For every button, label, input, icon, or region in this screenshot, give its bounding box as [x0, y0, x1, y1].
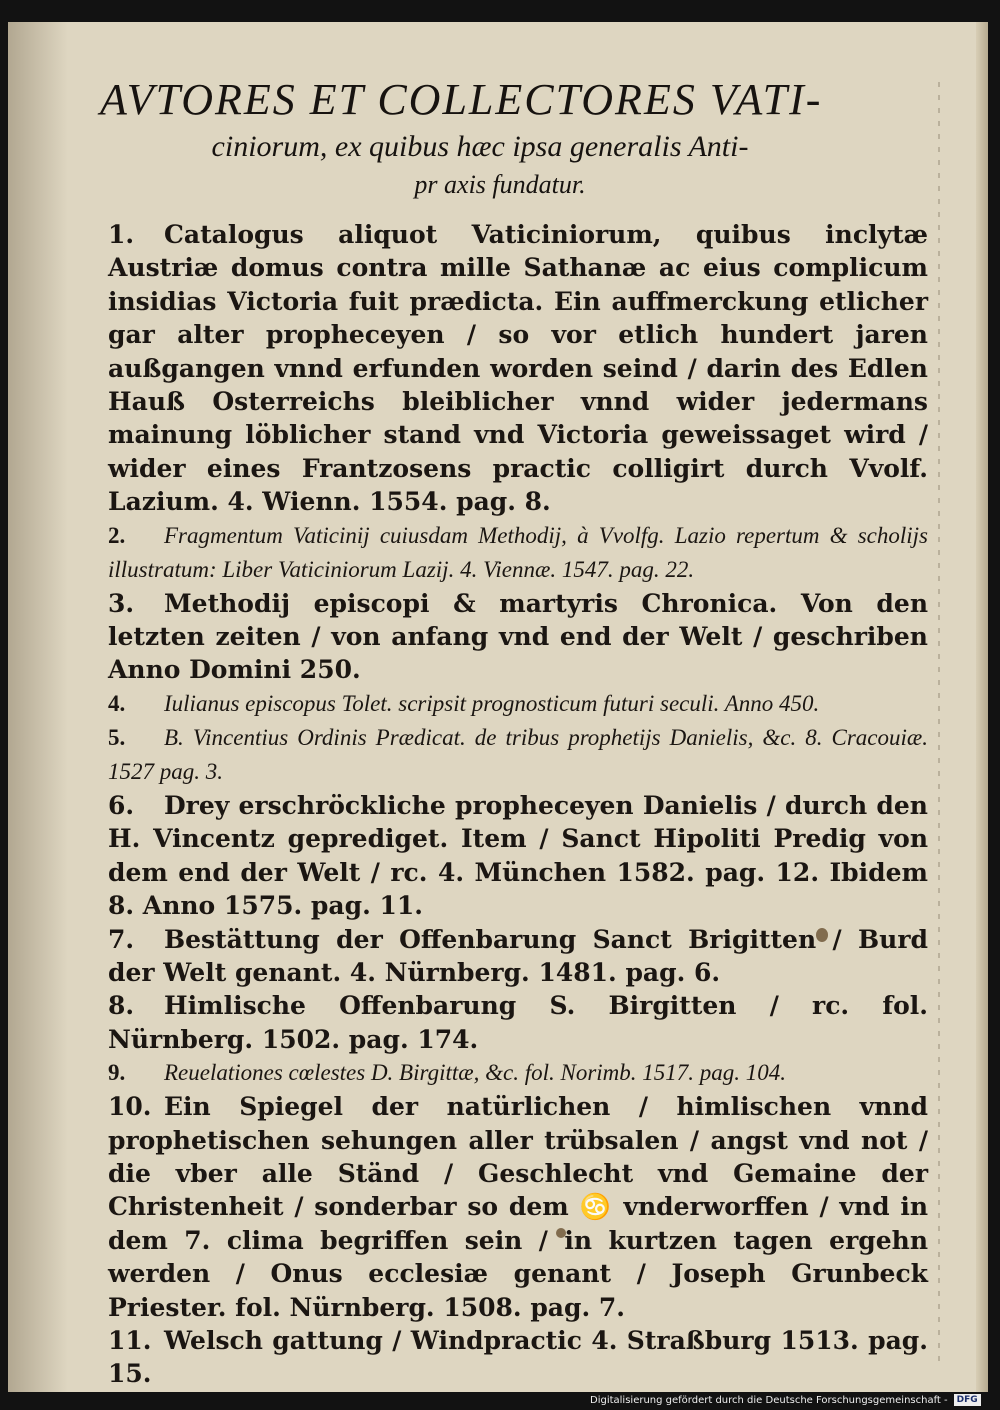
book-page [8, 22, 988, 1392]
list-item [108, 789, 928, 923]
digitization-credit [590, 1393, 981, 1407]
entry-text: B. Vincentius Ordinis Prædicat. de tribus prophetijs Danielis, &c. 8. Cracouiæ. 1527 pag. 3. [108, 724, 928, 784]
page-edge-mark [938, 82, 940, 1362]
list-item [108, 218, 928, 519]
gutter-shadow [8, 22, 68, 1392]
entry-list [108, 218, 928, 1392]
credit-text: Digitalisierung gefördert durch die Deutsche Forschungsgemeinschaft - [590, 1394, 948, 1406]
entry-number: 4. [108, 690, 126, 716]
entry-number: 11. [108, 1325, 152, 1355]
entry-number [108, 1391, 164, 1392]
list-item [108, 923, 928, 990]
list-item [108, 721, 928, 789]
list-item [108, 519, 928, 587]
entry-number: 6. [108, 790, 135, 820]
entry-number: 1. [108, 220, 135, 249]
dfg-logo-icon: DFG [954, 1394, 981, 1406]
list-item [108, 989, 928, 1056]
entry-number: 10. [108, 1092, 152, 1122]
entry-text: Reuelationes cœlestes D. Birgittæ, &c. fol. Norimb. 1517. pag. 104. [164, 1060, 787, 1086]
list-item [108, 1056, 928, 1090]
entry-text: Welsch gattung / Windpractic 4. Straßburg 1513. pag. 15. [108, 1325, 928, 1389]
entry-text: Drey erschröckliche propheceyen Danielis / durch den H. Vincentz geprediget. Item / Sanct Hipoliti Predig von dem end der Welt / rc. 4. München 1582. pag. 12. Ibidem 8. Anno 1575. pag. 11. [108, 790, 928, 921]
entry-text: Himlische Offenbarung S. Birgitten / rc. fol. Nürnberg. 1502. pag. 174. [108, 991, 928, 1054]
entry-number: 7. [108, 924, 135, 954]
entry-text: Fragmentum Vaticinij cuiusdam Methodij, à Vvolfg. Lazio repertum & scholijs illustratum: Liber Vaticiniorum Lazij. 4. Viennæ. 1547. pag. 22. [108, 522, 928, 582]
entry-number: 9. [108, 1060, 126, 1086]
list-item [108, 1324, 928, 1391]
fore-edge [976, 22, 988, 1392]
entry-text: Iulianus episcopus Tolet. scripsit prognosticum futuri seculi. Anno 450. [164, 690, 820, 716]
entry-text: Ein Spiegel der natürlichen / himlischen vnnd prophetischen sehungen aller trübsalen / angst vnd not / die vber alle Ständ / Geschlecht vnd Gemaine der Christenheit / sonderbar so dem ♋ vnderworffen / vnd in dem 7. clima begriffen sein / in kurtzen tagen ergehn werden / Onus ecclesiæ genant / Joseph Grunbeck Priester. fol. Nürnberg. 1508. pag. 7. [108, 1092, 928, 1322]
entry-text: Catalogus aliquot Vaticiniorum, quibus inclytæ Austriæ domus contra mille Sathanæ ac eius complicum insidias Victoria fuit prædicta. Ein auffmerckung etlicher gar alter propheceyen / so vor etlich hundert jaren außgangen vnnd erfunden worden seind / darin des Edlen Hauß Osterreichs bleiblicher vnnd wider jedermans mainung löblicher stand vnd Victoria geweissaget wird / wider eines Frantzosens practic colligirt durch Vvolf. Lazium. 4. Wienn. 1554. pag. 8. [108, 220, 928, 517]
entry-number: 8. [108, 991, 135, 1021]
entry-text: Bestättung der Offenbarung Sanct Brigitten / Burd der Welt genant. 4. Nürnberg. 1481. pag. 6. [108, 924, 928, 987]
heading-line-2: ciniorum, ex quibus hæc ipsa generalis Anti- [211, 130, 749, 163]
list-item [108, 1391, 928, 1392]
list-item [108, 587, 928, 687]
heading-line-3: pr axis fundatur. [414, 170, 586, 199]
entry-number: 5. [108, 724, 126, 750]
list-item [108, 687, 928, 721]
heading-line-1: AVTORES ET COLLECTORES VATI- [100, 75, 823, 124]
entry-number: 2. [108, 522, 126, 548]
entry-number: 3. [108, 588, 135, 618]
page-heading [100, 74, 940, 202]
entry-text: Methodij episcopi & martyris Chronica. Von den letzten zeiten / von anfang vnd end der Welt / geschriben Anno Domini 250. [108, 588, 928, 685]
list-item [108, 1090, 928, 1324]
